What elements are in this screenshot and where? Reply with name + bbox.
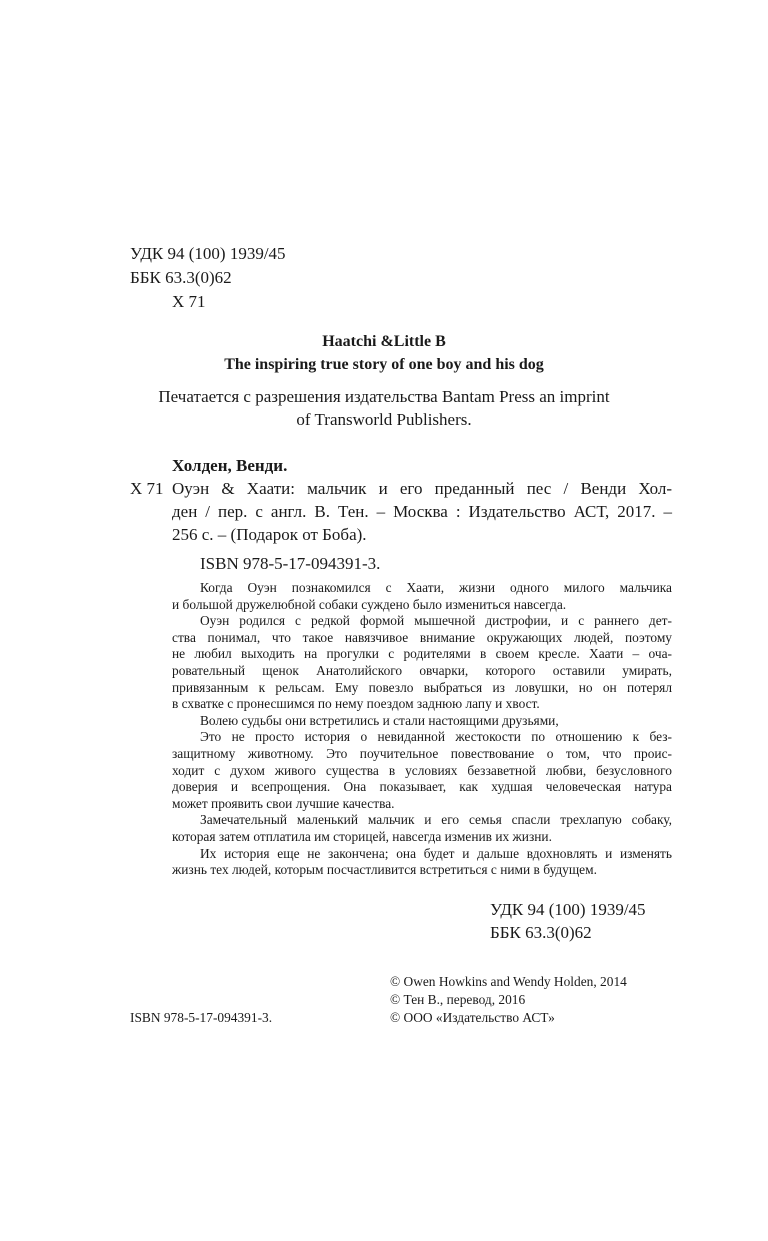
annotation-line: может проявить свои лучшие качества. bbox=[172, 795, 395, 811]
description-line-2: ден / пер. с англ. В. Тен. – Москва : Издательство АСТ, 2017. – bbox=[172, 502, 672, 521]
original-title: Haatchi &Little B bbox=[322, 333, 446, 350]
annotation-line: ства понимал, что такое навязчивое внимание окружающих людей, поэтому bbox=[172, 629, 672, 645]
annotation-line: Замечательный маленький мальчик и его семья спасли трехлапую собаку, bbox=[200, 812, 672, 828]
record-isbn: ISBN 978-5-17-094391-3. bbox=[200, 554, 381, 573]
original-subtitle: The inspiring true story of one boy and his dog bbox=[224, 356, 544, 373]
annotation-line: привязанным к рельсам. Ему повезло выбраться из ловушки, но он потерял bbox=[172, 679, 672, 695]
udk-top: УДК 94 (100) 1939/45 bbox=[130, 244, 286, 263]
annotation-line: ходит с духом живого существа в условиях беззаветной любви, безусловного bbox=[172, 762, 672, 778]
bbk-top: ББК 63.3(0)62 bbox=[130, 268, 232, 287]
annotation-line: Это не просто история о невиданной жестокости по отношению к без- bbox=[200, 729, 672, 745]
author-mark-record: Х 71 bbox=[130, 479, 164, 498]
annotation-line: защитному животному. Это поучительное повествование о том, что проис- bbox=[172, 746, 672, 761]
annotation-line: не любил выходить на прогулки с родителями в своем кресле. Хаати – оча- bbox=[172, 646, 672, 662]
annotation-line: в схватке с пронесшимся по нему поездом заднюю лапу и хвост. bbox=[172, 696, 540, 712]
description-line-3: 256 с. – (Подарок от Боба). bbox=[172, 525, 367, 544]
permission-line-2: of Transworld Publishers. bbox=[296, 410, 472, 429]
copyright-line-1: © Owen Howkins and Wendy Holden, 2014 bbox=[390, 974, 627, 989]
annotation-line: жизнь тех людей, которым посчастливится встретиться с ними в будущем. bbox=[172, 862, 597, 878]
annotation-line: Оуэн родился с редкой формой мышечной дистрофии, и с раннего дет- bbox=[200, 613, 672, 629]
bbk-bottom: ББК 63.3(0)62 bbox=[490, 923, 592, 942]
annotation-line: и большой дружелюбной собаки суждено было измениться навсегда. bbox=[172, 596, 567, 612]
description-line-1: Оуэн & Хаати: мальчик и его преданный пес / Венди Хол- bbox=[172, 479, 672, 498]
annotation-line: которая затем отплатила им сторицей, навсегда изменив их жизни. bbox=[172, 829, 552, 844]
annotation-line: Волею судьбы они встретились и стали настоящими друзьями, bbox=[200, 712, 559, 728]
permission-line-1: Печатается с разрешения издательства Bantam Press an imprint bbox=[158, 387, 610, 406]
annotation-line: ровательный щенок Анатолийского овчарки, которого оставили умирать, bbox=[172, 663, 672, 678]
author-heading: Холден, Венди. bbox=[172, 456, 288, 475]
bottom-isbn: ISBN 978-5-17-094391-3. bbox=[130, 1010, 273, 1025]
udk-bottom: УДК 94 (100) 1939/45 bbox=[490, 900, 646, 919]
copyright-line-2: © Тен В., перевод, 2016 bbox=[390, 992, 526, 1007]
copyright-line-3: © ООО «Издательство АСТ» bbox=[390, 1010, 555, 1025]
author-mark-top: Х 71 bbox=[172, 292, 206, 311]
annotation-line: Их история еще не закончена; она будет и дальше вдохновлять и изменять bbox=[200, 845, 672, 861]
annotation-line: Когда Оуэн познакомился с Хаати, жизни одного милого мальчика bbox=[200, 580, 672, 595]
annotation-line: доверия и всепрощения. Она показывает, как худшая человеческая натура bbox=[172, 779, 672, 795]
